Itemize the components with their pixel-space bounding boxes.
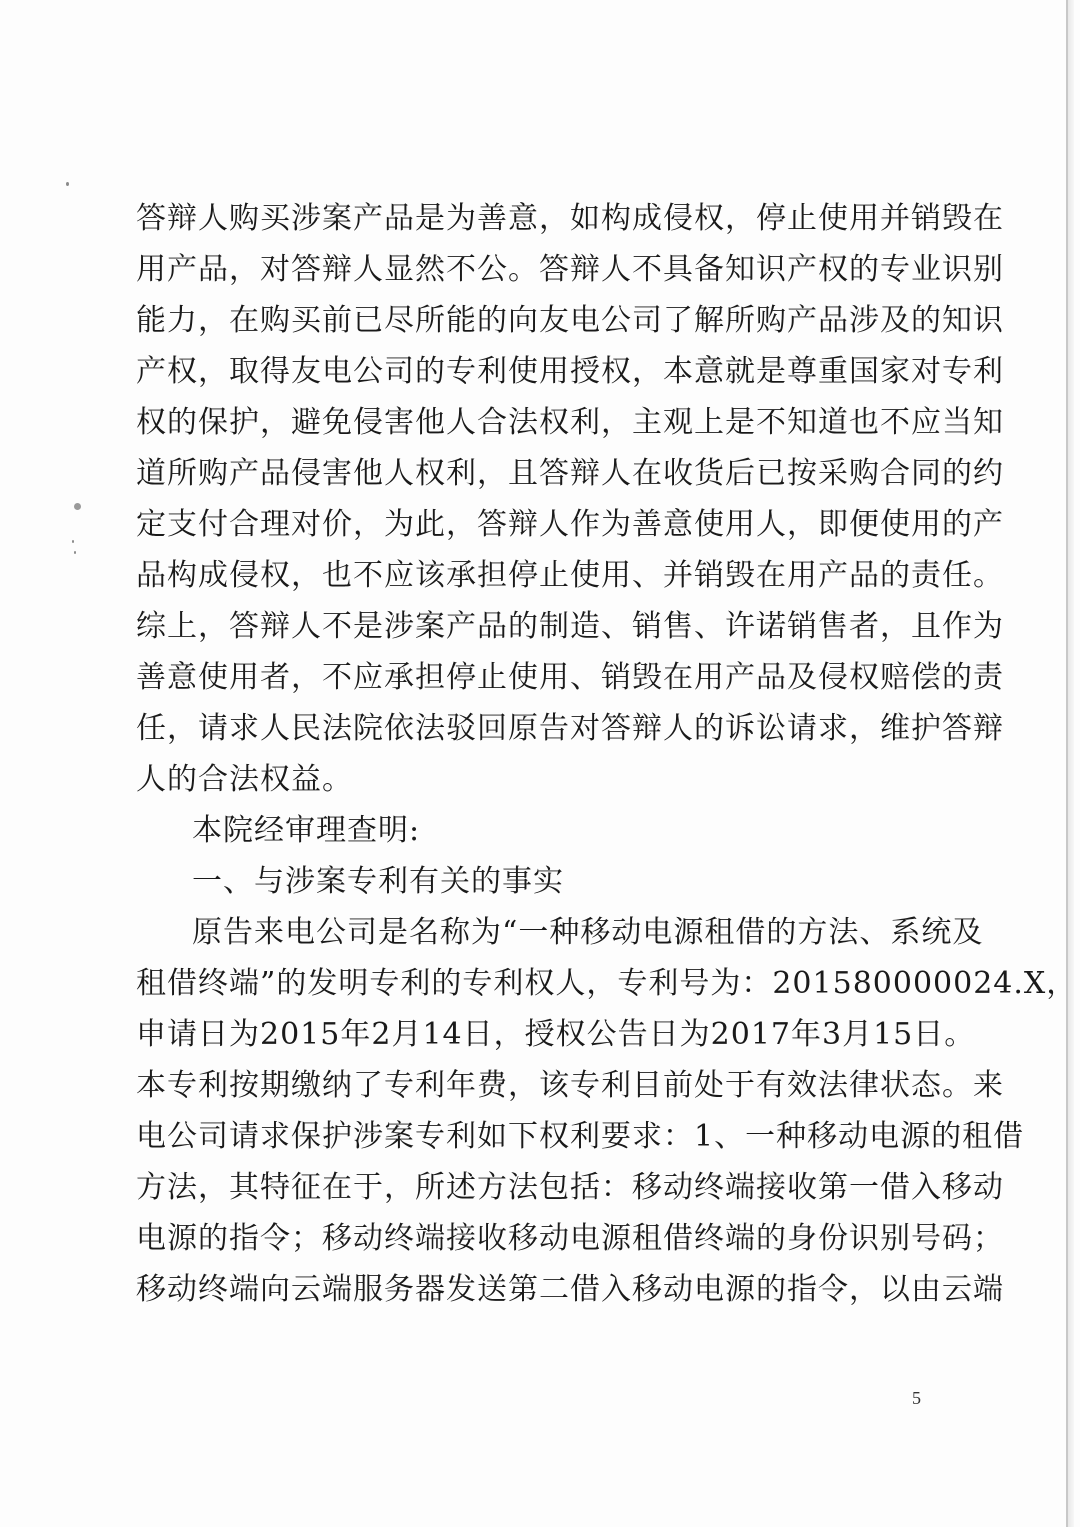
text-line: 品 构 成 侵 权 ， 也 不 应 该 承 担 停 止 使 用 、 并 销 毁 在 用 产 品 的 责 任 。	[136, 558, 1004, 593]
page-number: 5	[912, 1388, 921, 1408]
text-line: 一、与涉案专利有关的事实	[192, 864, 564, 899]
text-line: 方 法 ， 其 特 征 在 于 ， 所 述 方 法 包 括 ： 移 动 终 端 接 收 第 一 借 入 移 动	[136, 1170, 1004, 1205]
text-line: 电 公 司 请 求 保 护 涉 案 专 利 如 下 权 利 要 求 ： 1 、 一 种 移 动 电 源 的 租 借	[136, 1119, 1025, 1154]
text-line: 人的合法权益。	[136, 762, 353, 797]
text-line: 申 请 日 为 2015 年 2 月 14 日 ， 授 权 公 告 日 为 2017 年 3 月 15 日 。	[136, 1017, 976, 1052]
scan-speck	[72, 540, 74, 543]
text-line: 能 力 ， 在 购 买 前 已 尽 所 能 的 向 友 电 公 司 了 解 所 购 产 品 涉 及 的 知 识	[136, 303, 1004, 338]
text-line: 道 所 购 产 品 侵 害 他 人 权 利 ， 且 答 辩 人 在 收 货 后 已 按 采 购 合 同 的 约	[136, 456, 1004, 491]
text-line: 电 源 的 指 令 ； 移 动 终 端 接 收 移 动 电 源 租 借 终 端 的 身 份 识 别 号 码 ；	[136, 1221, 1004, 1256]
document-body	[136, 193, 1078, 1315]
scan-speck	[74, 551, 76, 554]
text-line: 租 借 终 端 ” 的 发 明 专 利 的 专 利 权 人 ， 专 利 号 为 ： 201580000024.X ，	[136, 966, 1078, 1001]
page-edge-line	[1066, 0, 1068, 1527]
text-line: 任 ， 请 求 人 民 法 院 依 法 驳 回 原 告 对 答 辩 人 的 诉 讼 请 求 ， 维 护 答 辩	[136, 711, 1004, 746]
text-line: 权 的 保 护 ， 避 免 侵 害 他 人 合 法 权 利 ， 主 观 上 是 不 知 道 也 不 应 当 知	[136, 405, 1004, 440]
text-line: 本院经审理查明:	[192, 813, 421, 848]
text-line: 综 上 ， 答 辩 人 不 是 涉 案 产 品 的 制 造 、 销 售 、 许 诺 销 售 者 ， 且 作 为	[136, 609, 1004, 644]
text-line: 产 权 ， 取 得 友 电 公 司 的 专 利 使 用 授 权 ， 本 意 就 是 尊 重 国 家 对 专 利	[136, 354, 1004, 389]
text-line: 定 支 付 合 理 对 价 ， 为 此 ， 答 辩 人 作 为 善 意 使 用 人 ， 即 便 使 用 的 产	[136, 507, 1004, 542]
text-line: 本 专 利 按 期 缴 纳 了 专 利 年 费 ， 该 专 利 目 前 处 于 有 效 法 律 状 态 。 来	[136, 1068, 1004, 1103]
page-edge-shadow	[1068, 0, 1074, 1527]
scan-speck	[66, 182, 69, 186]
text-line: 用 产 品 ， 对 答 辩 人 显 然 不 公 。 答 辩 人 不 具 备 知 识 产 权 的 专 业 识 别	[136, 252, 1004, 287]
text-line: 善 意 使 用 者 ， 不 应 承 担 停 止 使 用 、 销 毁 在 用 产 品 及 侵 权 赔 偿 的 责	[136, 660, 1004, 695]
text-line: 移 动 终 端 向 云 端 服 务 器 发 送 第 二 借 入 移 动 电 源 的 指 令 ， 以 由 云 端	[136, 1272, 1004, 1307]
scan-speck	[74, 503, 81, 510]
text-line: 答 辩 人 购 买 涉 案 产 品 是 为 善 意 ， 如 构 成 侵 权 ， 停 止 使 用 并 销 毁 在	[136, 201, 1004, 236]
text-line: 原 告 来 电 公 司 是 名 称 为 “ 一 种 移 动 电 源 租 借 的 方 法 、 系 统 及	[192, 915, 984, 950]
